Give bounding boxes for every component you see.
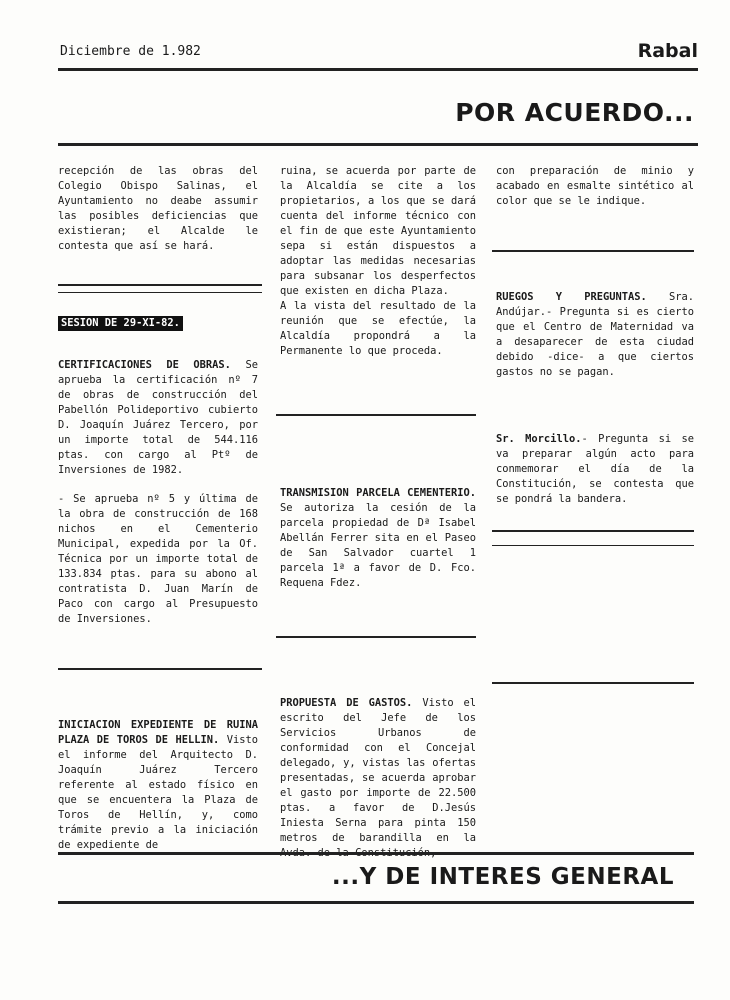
footer-rule-bottom: [58, 901, 694, 904]
ruina-body: Visto el informe del Arquitecto D. Joaquín Juárez Tercero referente al estado físico en que se encuentera la Plaza de Toros de Hellín, y, como trámite previo a la iniciación de expediente de: [58, 734, 258, 851]
morcillo-heading: Sr. Morcillo.: [496, 433, 582, 445]
gastos-heading: PROPUESTA DE GASTOS.: [280, 697, 413, 709]
col3-rule-1: [492, 250, 694, 252]
morcillo-block: [496, 432, 694, 507]
col3-intro-text: con preparación de minio y acabado en esmalte sintético al color que se le indique.: [496, 165, 694, 207]
cert-body: Se aprueba la certificación nº 7 de obras de construcción del Pabellón Polideportivo cubierto D. Joaquín Juárez Tercero, por un importe total de 544.116 ptas. con cargo al Ptº de Inversiones de 1982.: [58, 359, 258, 476]
column-2-intro: [280, 164, 476, 359]
col3-rule-2: [492, 530, 694, 532]
transmision-block: [280, 486, 476, 591]
title-rule-top: [58, 143, 698, 146]
col3-rule-3: [492, 682, 694, 684]
morcillo-body: - Pregunta si se va preparar algún acto para conmemorar el día de la Constitución, se contesta que se pondrá la bandera.: [496, 433, 694, 505]
ruegos-block: [496, 290, 694, 380]
col2-ruina-cont: ruina, se acuerda por parte de la Alcaldía se cite a los propietarios, a los que se dará cuenta del informe técnico con el fin de que este Ayuntamiento sepa si están dispuestos a adoptar las medidas necesarias para subsanar los desperfectos que existen en dicha Plaza.: [280, 165, 476, 297]
footer-rule-top: [58, 852, 694, 855]
issue-date: Diciembre de 1.982: [60, 44, 201, 59]
certificaciones-block-2: [58, 492, 258, 627]
masthead-brand: Rabal: [637, 40, 698, 62]
section-title-bottom: ...Y DE INTERES GENERAL: [331, 864, 674, 890]
ruina-heading: INICIACION EXPEDIENTE DE RUINA PLAZA DE TOROS DE HELLIN.: [58, 719, 258, 746]
trans-heading: TRANSMISION PARCELA CEMENTERIO.: [280, 487, 476, 499]
column-3-intro: [496, 164, 694, 209]
session-tag: SESION DE 29-XI-82.: [58, 316, 183, 331]
col2-rule-2: [276, 636, 476, 638]
col2-rule-1: [276, 414, 476, 416]
cert-heading: CERTIFICACIONES DE OBRAS.: [58, 359, 231, 371]
col3-rule-2b: [492, 545, 694, 546]
ruina-block: [58, 718, 258, 853]
gastos-block: [280, 696, 476, 861]
column-1-intro: [58, 164, 258, 254]
ruegos-heading: RUEGOS Y PREGUNTAS.: [496, 291, 647, 303]
header-rule: [58, 68, 698, 71]
col1-rule-1b: [58, 292, 262, 293]
ruegos-body: Sra. Andújar.- Pregunta si es cierto que el Centro de Maternidad va a desaparecer de esta ciudad debido -dice- a que ciertos gastos no se pagan.: [496, 291, 695, 378]
gastos-body: Visto el escrito del Jefe de los Servicios Urbanos de conformidad con el Concejal delegado, y, vistas las ofertas presentadas, se acuerda aprobar el gasto por importe de 22.500 ptas. a favor de D.Jesús Iniesta Serna para pinta 150 metros de barandilla en la: [280, 697, 476, 844]
col1-intro-text: recepción de las obras del Colegio Obispo Salinas, el Ayuntamiento no deabe assumir las posibles deficiencias que existieran; el Alcalde le contesta que así se hará.: [58, 165, 258, 252]
trans-body: Se autoriza la cesión de la parcela propiedad de Dª Isabel Abellán Ferrer sita en el Paseo de San Salvador cuartel 1 parcela 1ª a favor de D. Fco. Requena Fdez.: [280, 502, 476, 589]
section-title-top: POR ACUERDO...: [455, 98, 694, 127]
cert-body-2: - Se aprueba nº 5 y última de la obra de construcción de 168 nichos en el Cementerio Municipal, expedida por la Of. Técnica por un importe total de 133.834 ptas. para su abono al contratista D. Juan Marín de Paco con cargo al Presupuesto de Inversiones.: [58, 493, 258, 625]
col1-rule-2: [58, 668, 262, 670]
col2-ruina-cont2: A la vista del resultado de la reunión que se efectúe, la Alcaldía propondrá a la Permanente lo que proceda.: [280, 300, 476, 357]
certificaciones-block: [58, 358, 258, 478]
session-block: [58, 316, 258, 331]
col1-rule-1: [58, 284, 262, 286]
